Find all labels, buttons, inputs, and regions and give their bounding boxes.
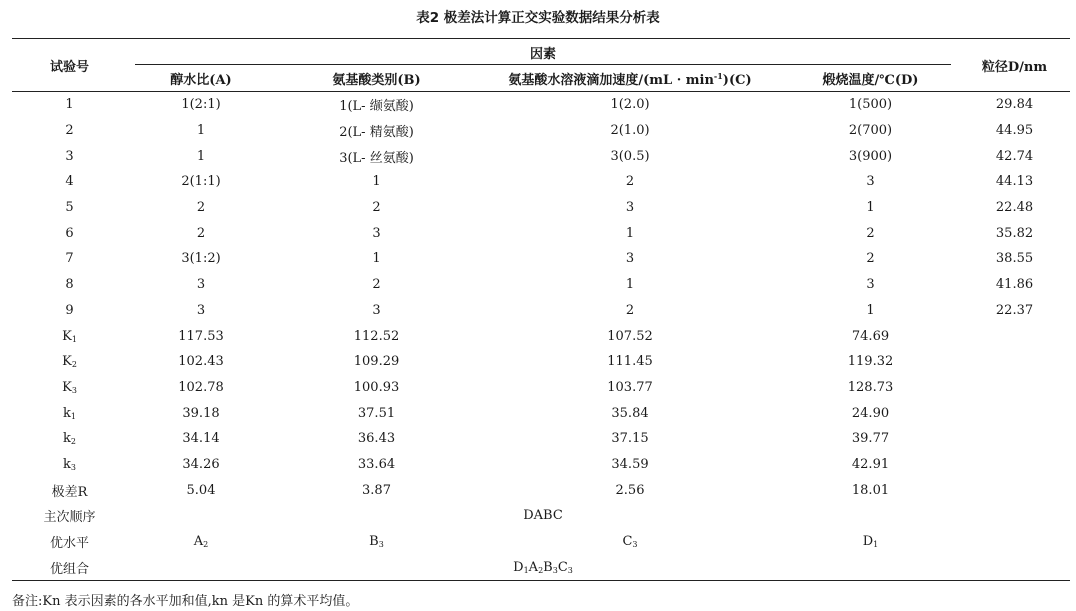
cell: 2(1.0) — [610, 123, 650, 139]
cell: 42.91 — [851, 456, 890, 472]
cell: 1(500) — [848, 97, 893, 113]
optimal-level-row — [12, 529, 1070, 555]
cell: 44.13 — [995, 174, 1034, 190]
order-value: DABC — [523, 508, 563, 524]
order-label: 主次顺序 — [43, 510, 96, 526]
cell: 2 — [196, 225, 206, 241]
cell: 39.77 — [851, 431, 890, 447]
optimal-combo-label: 优组合 — [12, 554, 127, 580]
optimal-combo-row — [12, 554, 1070, 580]
cell: 3(1:2) — [181, 251, 221, 267]
cell: 1 — [866, 200, 875, 216]
table-row — [12, 220, 1070, 246]
cell: 2 — [196, 200, 206, 216]
table-footnote: 备注:Kn 表示因素的各水平加和值,kn 是Kn 的算术平均值。 — [12, 594, 359, 609]
cell: 109.29 — [353, 354, 400, 370]
header-trial: 试验号 — [12, 39, 127, 92]
table-row — [12, 298, 1070, 324]
cell: 128.73 — [847, 379, 894, 395]
header-factors-label: 因素 — [530, 46, 557, 62]
cell: 37.15 — [611, 431, 649, 447]
cell: 1(2.0) — [610, 97, 650, 113]
stat-label: $k_2$ — [63, 431, 76, 447]
cell: 34.14 — [182, 431, 220, 447]
cell: 18.01 — [851, 482, 890, 498]
cell — [959, 554, 1070, 580]
optimal-level-label: 优水平 — [49, 536, 89, 552]
cell: 3 — [625, 251, 635, 267]
cell: 6 — [65, 225, 74, 241]
cell: 29.84 — [995, 97, 1034, 113]
cell — [959, 529, 1070, 555]
cell: 102.78 — [178, 379, 224, 395]
cell: 2(700) — [848, 123, 893, 139]
cell: 42.74 — [995, 148, 1034, 164]
cell: 117.53 — [178, 328, 224, 344]
cell: 3(900) — [848, 148, 893, 164]
cell: 3 — [866, 277, 875, 293]
cell: 34.59 — [611, 456, 649, 472]
table-row — [12, 169, 1070, 195]
table-row — [12, 272, 1070, 298]
cell: 1 — [196, 148, 206, 164]
cell — [959, 477, 1070, 503]
optimal-a: $A_2$ — [193, 534, 209, 550]
stat-label: $K_3$ — [62, 379, 77, 395]
optimal-b: $B_3$ — [369, 534, 384, 550]
cell: 2 — [372, 277, 381, 293]
cell: 119.32 — [847, 354, 894, 370]
range-row — [12, 477, 1070, 503]
stat-row — [12, 323, 1070, 349]
cell: 1 — [372, 174, 381, 190]
cell: 2 — [65, 123, 74, 139]
cell: 2 — [372, 200, 381, 216]
cell: 38.55 — [995, 251, 1034, 267]
cell: 34.26 — [182, 456, 220, 472]
cell: 7 — [65, 251, 74, 267]
stat-row — [12, 375, 1070, 401]
stat-label: $k_1$ — [63, 405, 76, 421]
cell: 1 — [372, 251, 381, 267]
cell: 112.52 — [353, 328, 400, 344]
cell: 8 — [65, 277, 74, 293]
cell: 41.86 — [995, 277, 1034, 293]
range-label: 极差R — [51, 484, 88, 500]
cell: 36.43 — [357, 431, 396, 447]
cell: 2 — [625, 174, 635, 190]
table-row — [12, 246, 1070, 272]
stat-label: $k_3$ — [63, 456, 76, 472]
header-col-b: 氨基酸类别(B) — [275, 65, 478, 92]
stat-label: $K_1$ — [62, 328, 77, 344]
cell: 39.18 — [182, 405, 220, 421]
cell: 3 — [196, 277, 206, 293]
stat-row — [12, 452, 1070, 478]
stat-row — [12, 426, 1070, 452]
cell: 3 — [866, 174, 875, 190]
orthogonal-analysis-table — [12, 38, 1070, 581]
cell: 2 — [866, 251, 875, 267]
cell — [959, 349, 1070, 375]
cell: 5.04 — [186, 482, 216, 498]
optimal-c: $C_3$ — [622, 534, 638, 550]
cell: 3(0.5) — [610, 148, 650, 164]
cell: 100.93 — [353, 379, 400, 395]
table-row — [12, 92, 1070, 118]
stat-row — [12, 400, 1070, 426]
cell: 1(2:1) — [181, 97, 221, 113]
cell: 3 — [372, 225, 381, 241]
table-row — [12, 143, 1070, 169]
header-col-c-suffix: )(C) — [722, 72, 752, 88]
cell: 102.43 — [178, 354, 224, 370]
optimal-d: $D_1$ — [862, 534, 879, 550]
order-row — [12, 503, 1070, 529]
cell: 1 — [625, 225, 635, 241]
cell: 33.64 — [357, 456, 396, 472]
cell: 22.48 — [995, 200, 1034, 216]
cell — [959, 375, 1070, 401]
cell: 3 — [372, 302, 381, 318]
table-row — [12, 195, 1070, 221]
stat-row — [12, 349, 1070, 375]
table-row — [12, 118, 1070, 144]
cell: 5 — [65, 200, 74, 216]
header-col-c — [478, 65, 782, 92]
cell: 9 — [65, 302, 74, 318]
cell: 1(L- 缬氨酸) — [339, 99, 414, 115]
header-col-d: 煅烧温度/℃(D) — [782, 65, 959, 92]
cell: 2 — [866, 225, 875, 241]
cell: 74.69 — [851, 328, 890, 344]
cell — [959, 400, 1070, 426]
cell: 111.45 — [607, 354, 653, 370]
cell — [959, 503, 1070, 529]
cell: 2(L- 精氨酸) — [339, 125, 414, 141]
header-col-c-sup: -1 — [713, 70, 723, 81]
optimal-combo-value: $D_1A_2B_3C_3$ — [127, 554, 959, 580]
cell: 22.37 — [995, 302, 1034, 318]
cell: 35.82 — [995, 225, 1034, 241]
cell: 107.52 — [607, 328, 653, 344]
cell: 1 — [65, 97, 74, 113]
cell: 24.90 — [851, 405, 890, 421]
table-caption: 表2 极差法计算正交实验数据结果分析表 — [416, 10, 660, 26]
cell: 3 — [625, 200, 635, 216]
cell — [959, 452, 1070, 478]
cell: 44.95 — [995, 123, 1034, 139]
cell: 2(1:1) — [181, 174, 221, 190]
header-factors — [127, 39, 959, 66]
cell: 4 — [65, 174, 74, 190]
header-col-a: 醇水比(A) — [127, 65, 275, 92]
header-col-c-text: 氨基酸水溶液滴加速度/(mL · min — [508, 72, 714, 88]
cell: 3 — [65, 148, 74, 164]
stat-label: $K_2$ — [62, 354, 77, 370]
cell: 3(L- 丝氨酸) — [339, 150, 414, 166]
cell — [959, 323, 1070, 349]
cell: 35.84 — [611, 405, 649, 421]
cell: 2.56 — [615, 482, 645, 498]
cell: 103.77 — [607, 379, 653, 395]
cell: 3 — [196, 302, 206, 318]
cell: 1 — [866, 302, 875, 318]
cell: 1 — [196, 123, 206, 139]
cell: 2 — [625, 302, 635, 318]
cell: 37.51 — [357, 405, 396, 421]
header-size: 粒径D/nm — [959, 39, 1070, 92]
factor-underline — [135, 64, 951, 65]
cell: 1 — [625, 277, 635, 293]
cell: 3.87 — [362, 482, 391, 498]
cell — [959, 426, 1070, 452]
